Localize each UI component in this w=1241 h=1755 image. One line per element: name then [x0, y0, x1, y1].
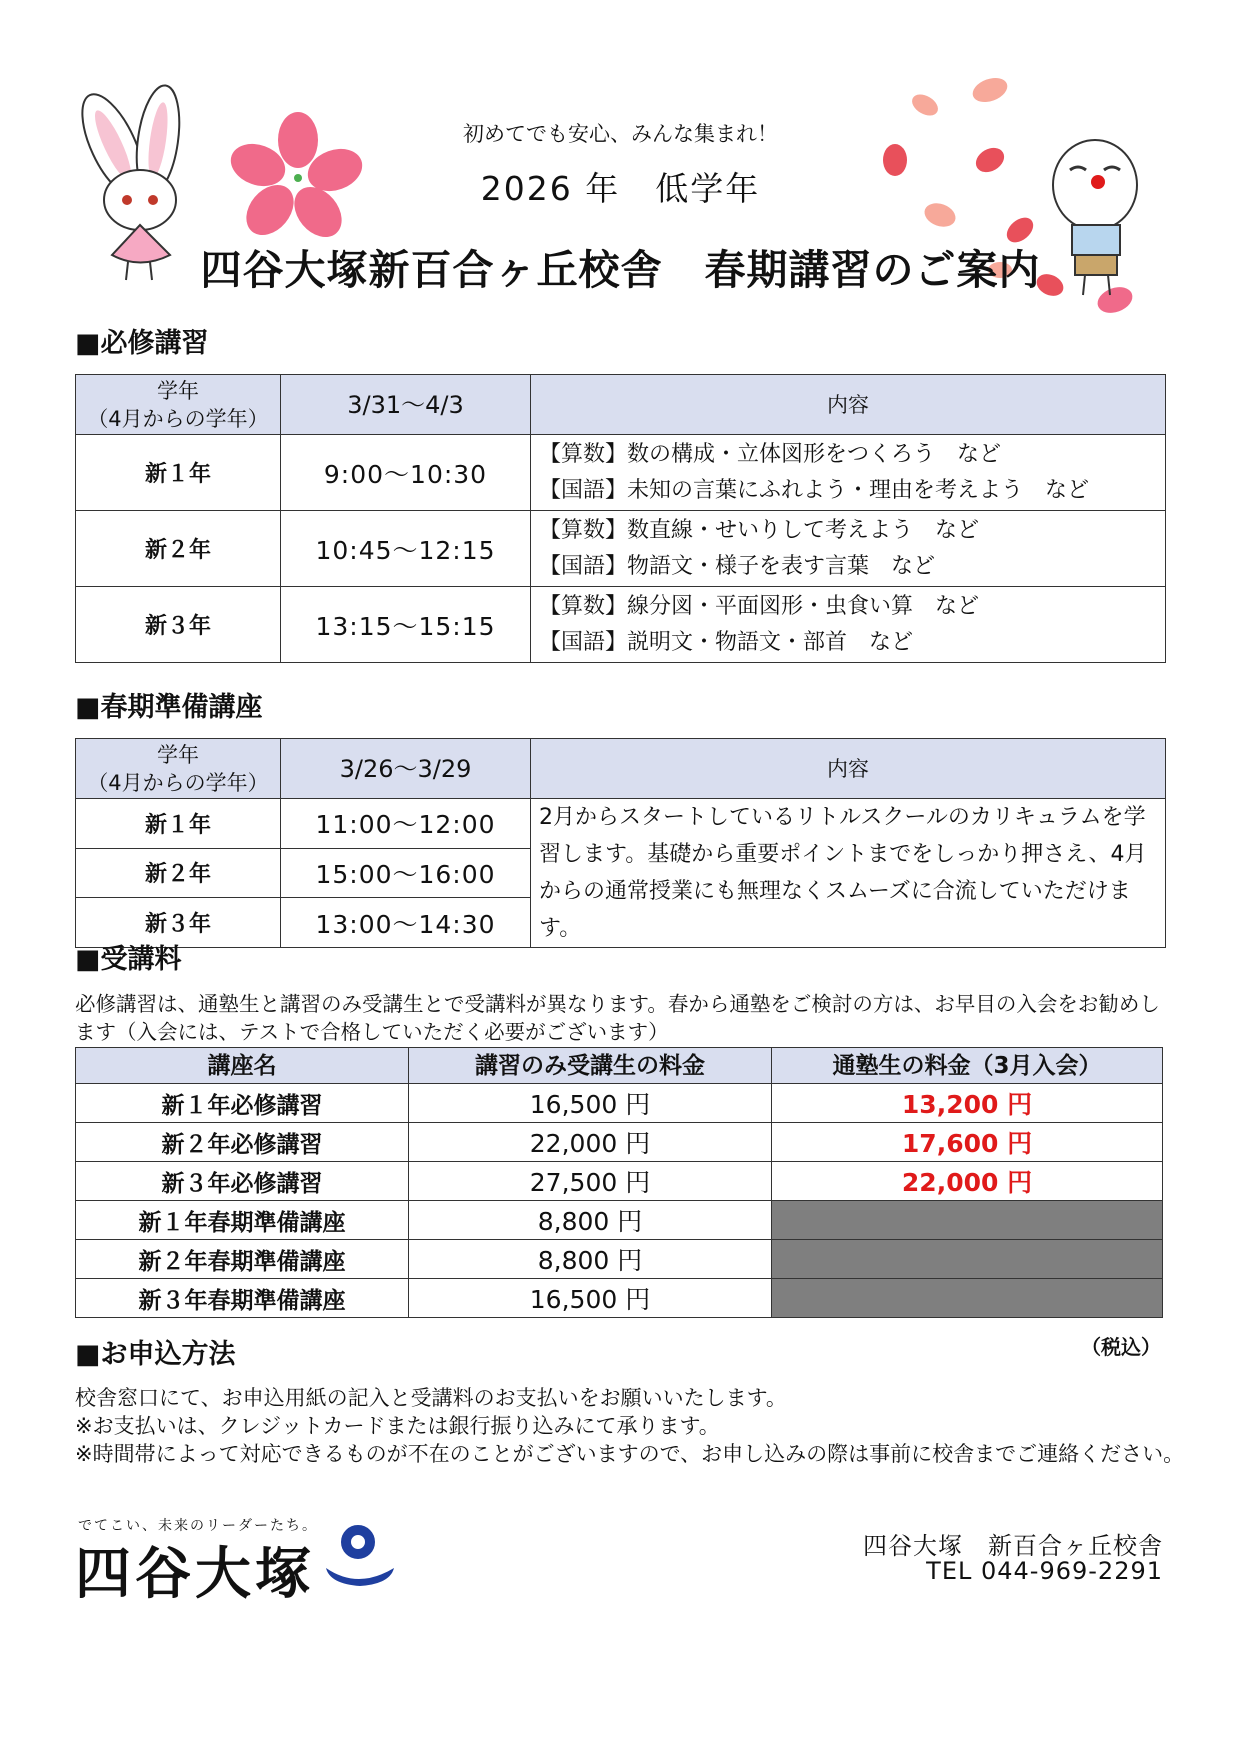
- table-row: 新２年春期準備講座 8,800 円: [76, 1240, 1163, 1279]
- table-header-row: [76, 739, 1166, 799]
- table-row: 新３年 13:00～14:30: [76, 898, 1166, 948]
- table-row: 新１年 11:00～12:00 2月からスタートしているリトルスクールのカリキュラムを学習します。基礎から重要ポイントまでをしっかり押さえ、4月からの通常授業にも無理なくスムーズに合流していただけます。: [76, 799, 1166, 849]
- header-year: 2026 年 低学年: [480, 169, 761, 208]
- table-row: 新１年必修講習 16,500 円 13,200 円: [76, 1084, 1163, 1123]
- logo-mark-icon: [320, 1520, 400, 1592]
- tax-note: （税込）: [1081, 1335, 1161, 1359]
- table-header-row: 講座名 講習のみ受講生の料金 通塾生の料金（3月入会）: [76, 1048, 1163, 1084]
- table-header-row: [76, 375, 1166, 435]
- header-grade: 学年 （4月からの学年）: [76, 375, 281, 435]
- fees-intro: 必修講習は、通塾生と講習のみ受講生とで受講料が異なります。春から通塾をご検討の方は、お早目の入会をお勧めします（入会には、テストで合格していただく必要がございます）: [75, 992, 1160, 1044]
- apply-line-3: ※時間帯によって対応できるものが不在のことがございますので、お申し込みの際は事前に校舎までご連絡ください。: [75, 1442, 1185, 1466]
- header-grade: 学年 （4月からの学年）: [76, 739, 281, 799]
- apply-heading: ■お申込方法: [75, 1339, 236, 1370]
- header-content: 内容: [531, 739, 1166, 799]
- header-content: 内容: [531, 375, 1166, 435]
- school-tel: TEL 044-969-2291: [926, 1557, 1163, 1585]
- apply-line-2: ※お支払いは、クレジットカードまたは銀行振り込みにて承ります。: [75, 1414, 720, 1438]
- table-row: 新２年必修講習 22,000 円 17,600 円: [76, 1123, 1163, 1162]
- table-row: 新２年 10:45～12:15 【算数】数直線・せいりして考えよう など 【国語】物語文・様子を表す言葉 など: [76, 511, 1166, 587]
- table-row: 新１年 9:00～10:30 【算数】数の構成・立体図形をつくろう など 【国語】未知の言葉にふれよう・理由を考えよう など: [76, 435, 1166, 511]
- page-title: 四谷大塚新百合ヶ丘校舎 春期講習のご案内: [200, 246, 1041, 294]
- table-row: 新３年必修講習 27,500 円 22,000 円: [76, 1162, 1163, 1201]
- prep-heading: ■春期準備講座: [75, 692, 263, 723]
- table-row: 新３年春期準備講座 16,500 円: [76, 1279, 1163, 1318]
- header-date: 3/26～3/29: [281, 739, 531, 799]
- logo-tagline: でてこい、未来のリーダーたち。: [78, 1518, 318, 1534]
- required-heading: ■必修講習: [75, 328, 209, 359]
- table-row: 新３年 13:15～15:15 【算数】線分図・平面図形・虫食い算 など 【国語】説明文・物語文・部首 など: [76, 587, 1166, 663]
- table-row: 新２年 15:00～16:00: [76, 848, 1166, 898]
- required-table: [75, 374, 1166, 663]
- fee-table: [75, 1047, 1163, 1318]
- apply-line-1: 校舎窓口にて、お申込用紙の記入と受講料のお支払いをお願いいたします。: [75, 1386, 787, 1410]
- prep-table: [75, 738, 1166, 948]
- fees-heading: ■受講料: [75, 944, 182, 975]
- table-row: 新１年春期準備講座 8,800 円: [76, 1201, 1163, 1240]
- header-subtitle: 初めてでも安心、みんな集まれ！: [463, 122, 778, 146]
- prep-description: 2月からスタートしているリトルスクールのカリキュラムを学習します。基礎から重要ポイントまでをしっかり押さえ、4月からの通常授業にも無理なくスムーズに合流していただけます。: [531, 799, 1166, 948]
- header-date: 3/31～4/3: [281, 375, 531, 435]
- school-name: 四谷大塚 新百合ヶ丘校舎: [863, 1532, 1163, 1560]
- logo-text: 四谷大塚: [75, 1542, 315, 1607]
